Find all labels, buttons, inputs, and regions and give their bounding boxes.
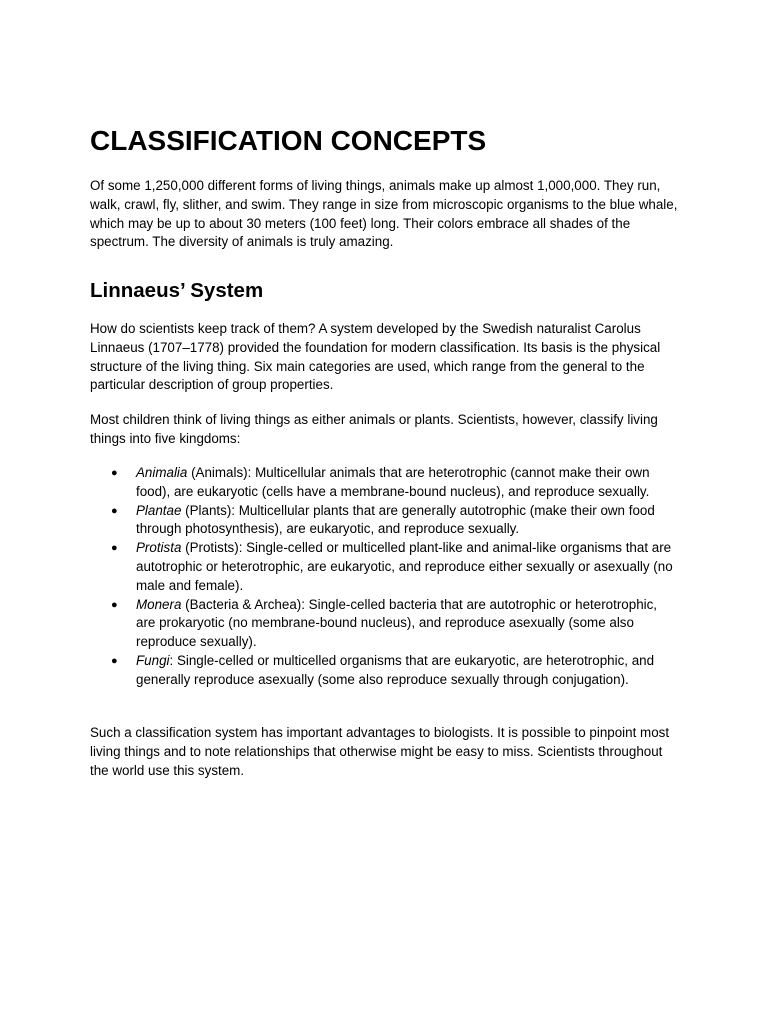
list-item-monera xyxy=(90,596,680,652)
kingdom-name: Animalia xyxy=(136,465,188,480)
list-item-protista xyxy=(90,539,680,595)
intro-paragraph: Of some 1,250,000 different forms of living things, animals make up almost 1,000,000. They run, walk, crawl, fly, slither, and swim. They range in size from microscopic organisms to the blue whale, which may be up to about 30 meters (100 feet) long. Their colors embrace all shades of the spectrum. The diversity of animals is truly amazing. xyxy=(90,178,678,250)
page-title: CLASSIFICATION CONCEPTS xyxy=(90,125,487,156)
bullet-icon: ● xyxy=(111,654,118,667)
kingdom-name: Monera xyxy=(136,596,182,612)
section-heading: Linnaeus’ System xyxy=(90,279,264,302)
kingdom-description: (Plants): Multicellular plants that are generally autotrophic (make their own food through photosynthesis), are eukaryotic, and reproduce sexually. xyxy=(136,502,655,537)
kingdom-description: (Bacteria & Archea): Single-celled bacteria that are autotrophic or heterotrophic, are prokaryotic (no membrane-bound nucleus), and reproduce asexually (some also reproduce sexually). xyxy=(136,596,658,650)
kingdom-name: Plantae xyxy=(136,502,182,518)
kingdom-name: Fungi xyxy=(136,652,170,668)
kingdoms-intro-paragraph: Most children think of living things as either animals or plants. Scientists, however, classify living things into five kingdoms: xyxy=(90,412,658,446)
list-item-plantae xyxy=(90,502,680,540)
bullet-icon: ● xyxy=(111,542,118,555)
kingdom-description: (Protists): Single-celled or multicelled plant-like and animal-like organisms that are autotrophic or heterotrophic, are eukaryotic, and reproduce either sexually or asexually (no male and female). xyxy=(136,540,673,593)
list-item-fungi xyxy=(90,652,680,690)
list-item-animalia xyxy=(90,464,680,502)
kingdom-name: Protista xyxy=(136,540,182,556)
bullet-icon: ● xyxy=(111,504,118,517)
kingdoms-list xyxy=(90,464,680,690)
linnaeus-paragraph: How do scientists keep track of them? A system developed by the Swedish naturalist Carolus Linnaeus (1707–1778) provided the foundation for modern classification. Its basis is the physical structure of the living thing. Six main categories are used, which range from the general to the particular description of group properties. xyxy=(90,321,661,393)
bullet-icon: ● xyxy=(111,467,118,479)
kingdom-description: (Animals): Multicellular animals that are heterotrophic (cannot make their own food), are eukaryotic (cells have a membrane-bound nucleus), and reproduce sexually. xyxy=(136,465,650,499)
kingdom-description: : Single-celled or multicelled organisms that are eukaryotic, are heterotrophic, and generally reproduce asexually (some also reproduce sexually through conjugation). xyxy=(136,652,655,687)
bullet-icon: ● xyxy=(111,598,118,611)
conclusion-paragraph: Such a classification system has important advantages to biologists. It is possible to pinpoint most living things and to note relationships that otherwise might be easy to miss. Scientists throughout the world use this system. xyxy=(90,725,670,778)
